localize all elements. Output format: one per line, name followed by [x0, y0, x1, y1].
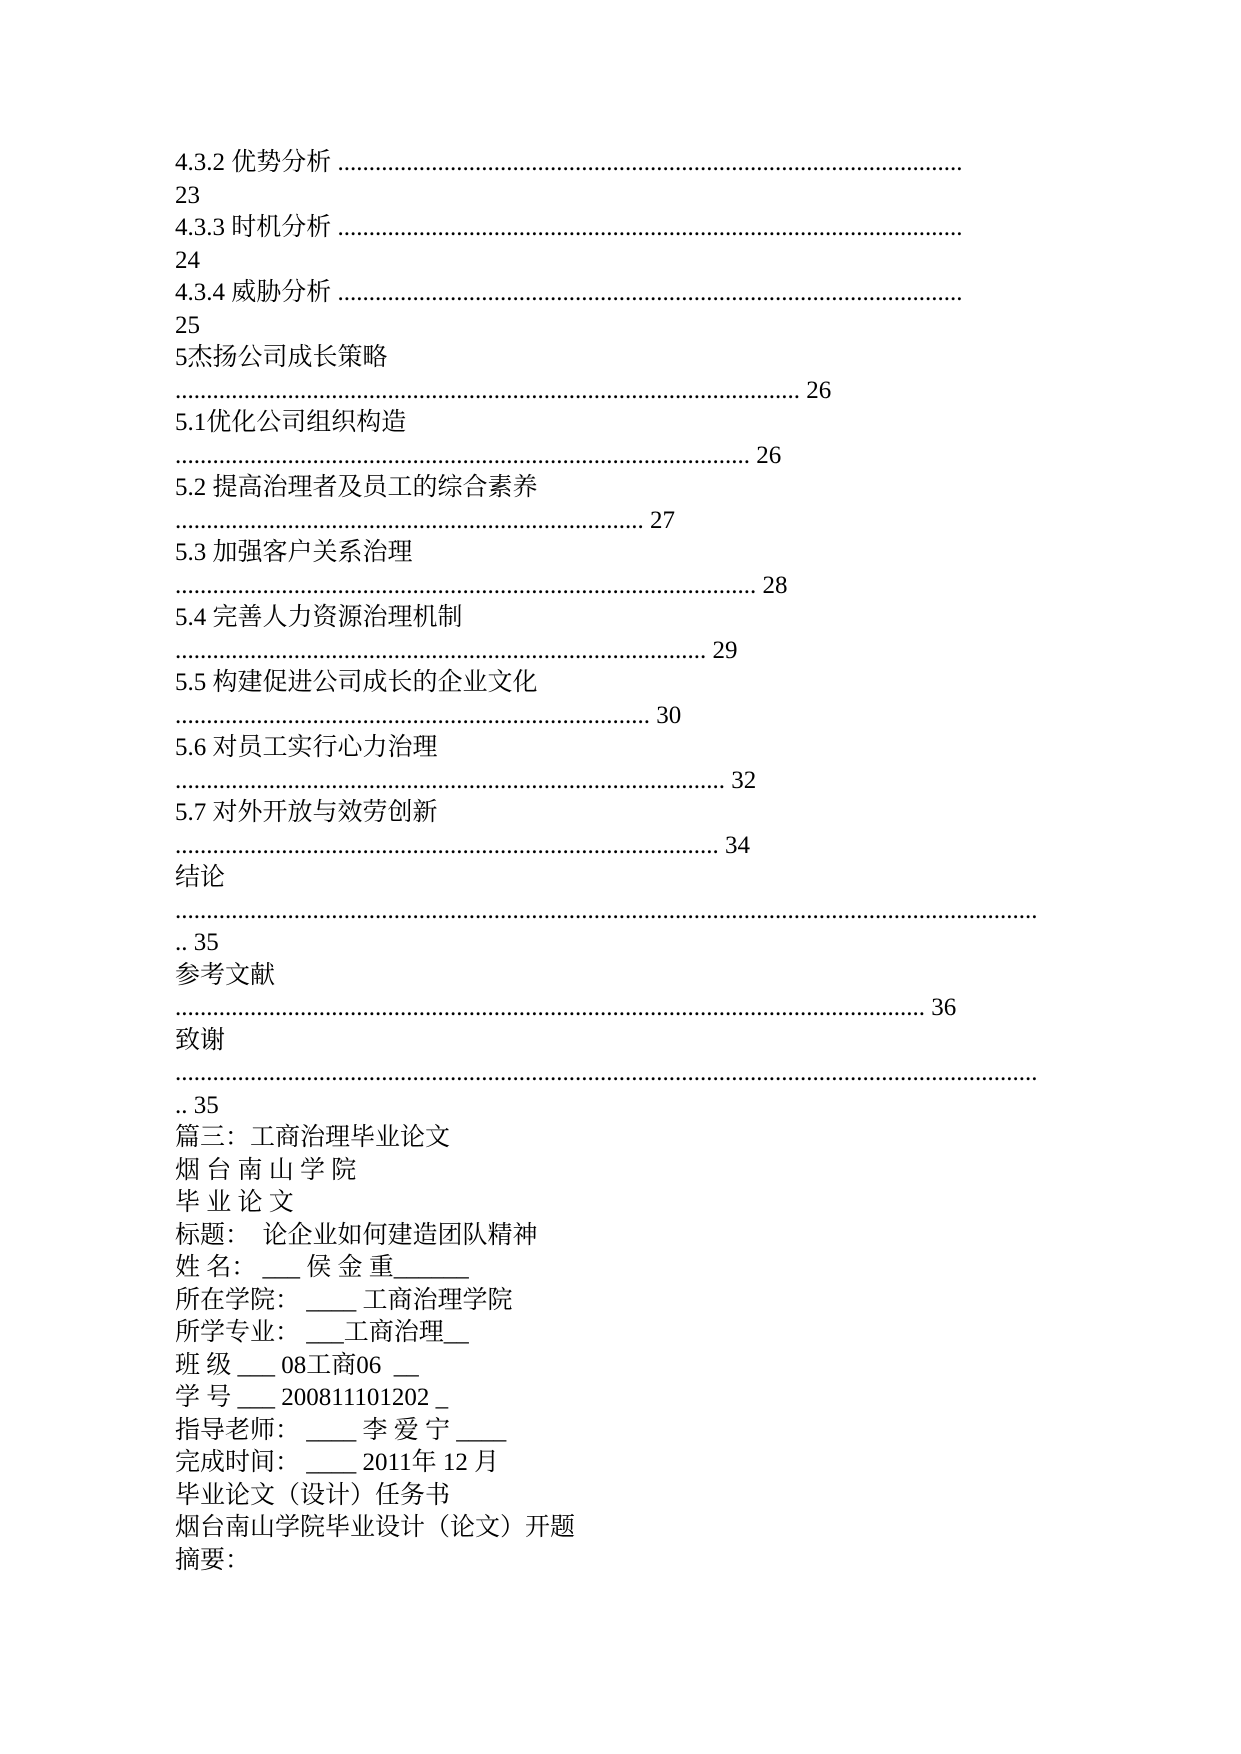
toc-dot-leader: ........................................................................................................................ 36	[175, 994, 957, 1021]
toc-dot-leader: ............................................................................ 30	[175, 701, 682, 729]
cover-school-name: 烟 台 南 山 学 院	[175, 1156, 357, 1184]
section-heading: 篇三：工商治理毕业论文	[175, 1124, 451, 1151]
cover-field-college: 所在学院： ____ 工商治理学院	[175, 1286, 513, 1314]
toc-dot-leader: ............................................................................................. 28	[175, 571, 788, 599]
toc-page-number: .. 35	[175, 929, 219, 956]
toc-dot-leader: ..................................................................................... 29	[175, 636, 738, 664]
toc-entry: 5.4 完善人力资源治理机制	[175, 604, 463, 631]
cover-field-completion-date: 完成时间： ____ 2011年 12 月	[175, 1449, 500, 1476]
task-book-heading: 毕业论文（设计）任务书	[175, 1481, 451, 1509]
cover-field-class: 班 级 ___ 08工商06 __	[175, 1351, 419, 1379]
toc-entry: 4.3.2 优势分析 ....................................................................................................	[175, 149, 963, 176]
toc-dot-leader: ........................................................................................ 32	[175, 766, 757, 794]
cover-doc-type: 毕 业 论 文	[175, 1189, 294, 1216]
toc-entry: 4.3.4 威胁分析 ....................................................................................................	[175, 279, 963, 306]
toc-page-number: 24	[175, 246, 200, 274]
cover-field-name: 姓 名： ___ 侯 金 重______	[175, 1254, 469, 1281]
proposal-heading: 烟台南山学院毕业设计（论文）开题	[175, 1514, 576, 1541]
toc-entry: 4.3.3 时机分析 ....................................................................................................	[175, 214, 963, 241]
toc-entry: 5.2 提高治理者及员工的综合素养	[175, 474, 538, 501]
cover-field-major: 所学专业： ___工商治理__	[175, 1319, 469, 1346]
abstract-label: 摘要：	[175, 1546, 251, 1574]
toc-dot-leader: ..........................................................................................................................................	[175, 1059, 1038, 1086]
toc-entry: 5.7 对外开放与效劳创新	[175, 799, 438, 826]
toc-dot-leader: .................................................................................................... 26	[175, 376, 832, 404]
toc-entry: 致谢	[175, 1026, 226, 1054]
toc-entry: 参考文献	[175, 961, 276, 989]
cover-field-title: 标题： 论企业如何建造团队精神	[175, 1221, 538, 1249]
toc-page-number: .. 35	[175, 1091, 219, 1119]
toc-page-number: 25	[175, 311, 200, 339]
toc-dot-leader: ........................................................................... 27	[175, 506, 675, 534]
toc-entry: 5.5 构建促进公司成长的企业文化	[175, 669, 538, 696]
toc-entry: 5.3 加强客户关系治理	[175, 539, 413, 566]
cover-field-student-id: 学 号 ___ 200811101202 _	[175, 1384, 449, 1411]
toc-dot-leader: ..........................................................................................................................................	[175, 896, 1038, 924]
toc-page-number: 23	[175, 181, 200, 209]
toc-entry: 5.1优化公司组织构造	[175, 409, 407, 436]
toc-entry: 5杰扬公司成长策略	[175, 344, 388, 371]
toc-dot-leader: ....................................................................................... 34	[175, 831, 750, 859]
toc-entry: 结论	[175, 864, 226, 891]
toc-dot-leader: ............................................................................................ 26	[175, 441, 782, 469]
cover-field-advisor: 指导老师： ____ 李 爱 宁 ____	[175, 1416, 507, 1444]
toc-entry: 5.6 对员工实行心力治理	[175, 734, 438, 761]
